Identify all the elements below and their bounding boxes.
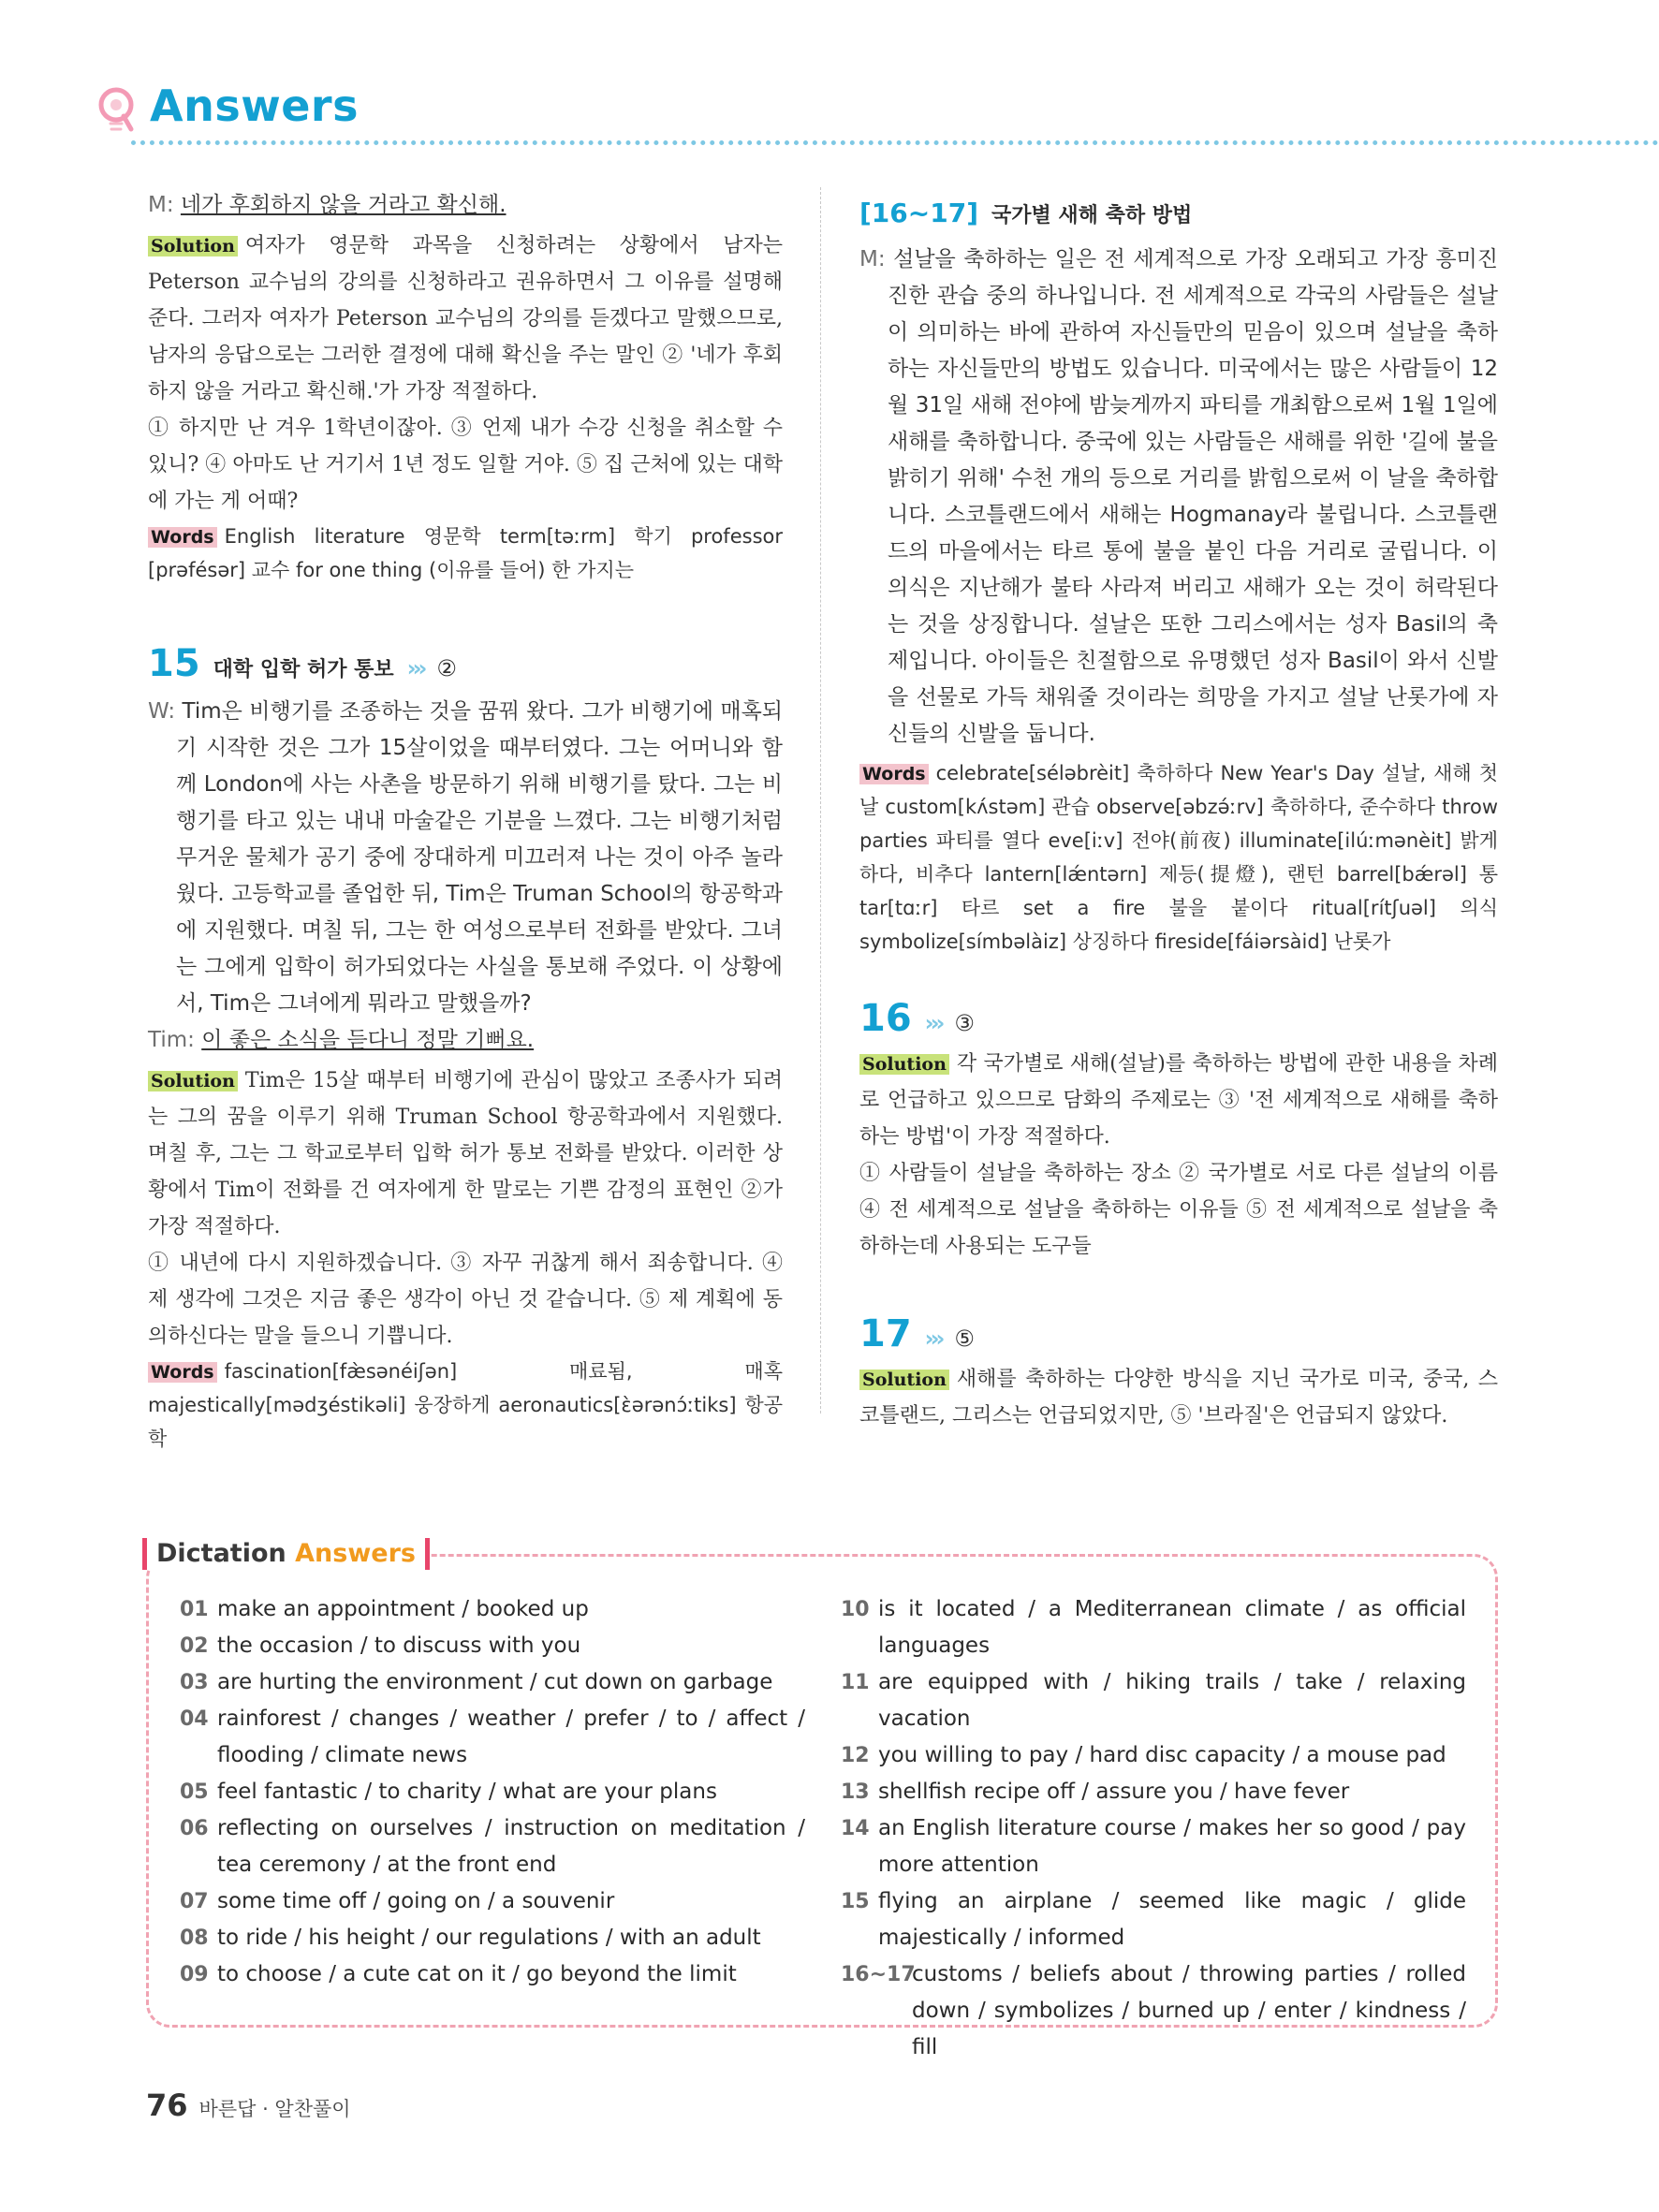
item-text: make an appointment / booked up xyxy=(217,1597,589,1621)
dictation-item xyxy=(841,1956,1466,2066)
item-text: is it located / a Mediterranean climate / as official languages xyxy=(878,1597,1466,1658)
item-text: are equipped with / hiking trails / take / relaxing vacation xyxy=(878,1670,1466,1731)
solution-text: 각 국가별로 새해(설날)를 축하하는 방법에 관한 내용을 차례로 언급하고 있으므로 담화의 주제로는 ③ '전 세계적으로 새해를 축하하는 방법'이 가장 적절하다. xyxy=(859,1052,1498,1149)
item-number: 14 xyxy=(841,1817,870,1840)
lightbulb-icon xyxy=(97,82,144,139)
dictation-label-word1: Dictation xyxy=(156,1539,286,1568)
solution-tag: Solution xyxy=(859,1370,949,1390)
dictation-left-list xyxy=(180,1591,805,1993)
solution-text: 여자가 영문학 과목을 신청하려는 상황에서 남자는 Peterson 교수님의 강의를 신청하라고 권유하면서 그 이유를 설명해 준다. 그러자 여자가 Peterson 교수님의 강의를 듣겠다고 말했으므로, 남자의 응답으로는 그러한 결정에 대해 확신을 주는 말인 ② '네가 후회하지 않을 거라고 확신해.'가 가장 적절하다. xyxy=(148,234,783,403)
item-text: customs / beliefs about / throwing parties / rolled down / symbolizes / burned up / enter / kindness / fill xyxy=(912,1962,1466,2059)
speaker-label: W: xyxy=(148,699,176,724)
question-number: 15 xyxy=(148,642,200,685)
item-number: 13 xyxy=(841,1780,870,1804)
q15-options: ① 내년에 다시 지원하겠습니다. ③ 자꾸 귀찮게 해서 죄송합니다. ④ 제 생각에 그것은 지금 좋은 생각이 아닌 것 같습니다. ⑤ 제 계획에 동의하신다는 말을 들으니 기쁩니다. xyxy=(148,1252,783,1348)
dictation-right-list xyxy=(841,1591,1466,2066)
item-text: flying an airplane / seemed like magic / glide majestically / informed xyxy=(878,1889,1466,1950)
response-text: 네가 후회하지 않을 거라고 확신해. xyxy=(180,193,507,217)
question-range: [16~17] xyxy=(859,198,978,228)
item-text: you willing to pay / hard disc capacity / a mouse pad xyxy=(878,1743,1446,1767)
item-number: 11 xyxy=(841,1671,870,1694)
item-text: are hurting the environment / cut down on garbage xyxy=(217,1670,773,1694)
q1617-script xyxy=(859,242,1498,753)
page-number: 76 xyxy=(146,2087,188,2123)
words-tag: Words xyxy=(148,527,217,548)
q14-options: ① 하지만 난 겨우 1학년이잖아. ③ 언제 내가 수강 신청을 취소할 수 있니? ④ 아마도 난 거기서 1년 정도 일할 거야. ⑤ 집 근처에 있는 대학에 가는 게 어때? xyxy=(148,417,783,513)
item-number: 05 xyxy=(180,1780,209,1804)
page-title: Answers xyxy=(150,81,359,131)
words-text: English literature 영문학 term[təːrm] 학기 professor [prəfésər] 교수 for one thing (이유를 들어) 한 가지는 xyxy=(148,525,783,581)
dictation-item xyxy=(180,1701,805,1774)
item-text: shellfish recipe off / assure you / have fever xyxy=(878,1780,1350,1804)
dictation-item xyxy=(841,1883,1466,1956)
words-text: celebrate[séləbrèit] 축하하다 New Year's Day 설날, 새해 첫날 custom[kʌ́stəm] 관습 observe[əbzə́ːrv] 축하하다, 준수하다 throw parties 파티를 열다 eve[iːv] 전야(前夜) illuminate[ilúːmənèit] 밝게 하다, 비추다 lantern[lǽntərn] 제등(提燈), 랜턴 barrel[bǽrəl] 통 tar[tɑːr] 타르 set a fire 불을 붙이다 ritual[rítʃuəl] 의식 symbolize[símbəlàiz] 상징하다 fireside[fáiərsàid] 난롯가 xyxy=(859,762,1498,953)
page-footer xyxy=(146,2087,351,2123)
item-number: 01 xyxy=(180,1598,209,1621)
dictation-item xyxy=(180,1956,805,1993)
q15-heading xyxy=(148,641,783,688)
dictation-item xyxy=(180,1920,805,1956)
q17-heading xyxy=(859,1311,1498,1357)
q15-tim-line xyxy=(148,1022,783,1059)
dictation-item xyxy=(841,1737,1466,1774)
q15-solution xyxy=(148,1062,783,1245)
question-number: 16 xyxy=(859,997,912,1040)
q16-options: ① 사람들이 설날을 축하하는 장소 ② 국가별로 서로 다른 설날의 이름 ④ 전 세계적으로 설날을 축하하는 이유들 ⑤ 전 세계적으로 설날을 축하하는데 사용되는 도구들 xyxy=(859,1162,1498,1258)
dictation-item xyxy=(180,1664,805,1701)
item-number: 07 xyxy=(180,1890,209,1913)
item-number: 12 xyxy=(841,1744,870,1767)
answer-mark: ② xyxy=(436,655,457,681)
header-rule xyxy=(131,140,1659,145)
dictation-item xyxy=(841,1810,1466,1883)
dictation-label xyxy=(142,1538,430,1570)
book-title: 바른답 · 알찬풀이 xyxy=(198,2098,351,2120)
solution-text: Tim은 15살 때부터 비행기에 관심이 많았고 조종사가 되려는 그의 꿈을 이루기 위해 Truman School 항공학과에서 지원했다. 며칠 후, 그는 그 학교로부터 입학 허가 통보 전화를 받았다. 이러한 상황에서 Tim이 전화를 건 여자에게 한 말로는 기쁜 감정의 표현인 ②가 가장 적절하다. xyxy=(148,1069,783,1238)
dictation-item xyxy=(841,1774,1466,1810)
dictation-item xyxy=(180,1628,805,1664)
dictation-item xyxy=(180,1774,805,1810)
item-number: 04 xyxy=(180,1707,209,1731)
response-text: 이 좋은 소식을 듣다니 정말 기뻐요. xyxy=(201,1028,535,1052)
q15-script xyxy=(148,694,783,1022)
speaker-label: Tim: xyxy=(148,1028,195,1052)
solution-tag: Solution xyxy=(148,1071,238,1091)
arrow-icon: ››› xyxy=(924,1010,942,1036)
item-text: to choose / a cute cat on it / go beyond the limit xyxy=(217,1962,737,1986)
solution-tag: Solution xyxy=(859,1054,949,1075)
words-tag: Words xyxy=(859,764,929,784)
item-number: 09 xyxy=(180,1963,209,1986)
q1617-words xyxy=(859,756,1498,959)
words-text: fascination[fæ̀sənéiʃən] 매료됨, 매혹 majestically[mədʒéstikəli] 웅장하게 aeronautics[ὲərənɔ́ːtiks] 항공학 xyxy=(148,1360,783,1450)
item-number: 16~17 xyxy=(841,1963,916,1986)
q17-solution xyxy=(859,1361,1498,1434)
item-number: 06 xyxy=(180,1817,209,1840)
dictation-label-word2: Answers xyxy=(295,1539,416,1568)
script-text: Tim은 비행기를 조종하는 것을 꿈꿔 왔다. 그가 비행기에 매혹되기 시작한 것은 그가 15살이었을 때부터였다. 그는 어머니와 함께 London에 사는 사촌을 방문하기 위해 비행기를 탔다. 그는 비행기를 타고 있는 내내 마술같은 기분을 느꼈다. 그는 비행기처럼 무거운 물체가 공기 중에 장대하게 미끄러져 나는 것이 아주 놀라웠다. 고등학교를 졸업한 뒤, Tim은 Truman School의 항공학과에 지원했다. 며칠 뒤, 그는 한 여성으로부터 전화를 받았다. 그녀는 그에게 입학이 허가되었다는 사실을 통보해 주었다. 이 상황에서, Tim은 그녀에게 뭐라고 말했을까? xyxy=(176,699,784,1016)
item-text: to ride / his height / our regulations / with an adult xyxy=(217,1926,761,1950)
solution-tag: Solution xyxy=(148,236,238,256)
item-number: 03 xyxy=(180,1671,209,1694)
q1617-heading xyxy=(859,195,1498,234)
question-number: 17 xyxy=(859,1312,912,1355)
dictation-item xyxy=(841,1591,1466,1664)
column-divider xyxy=(820,187,821,1414)
q14-words xyxy=(148,520,783,587)
dictation-item xyxy=(180,1810,805,1883)
right-column xyxy=(859,195,1498,1434)
item-text: reflecting on ourselves / instruction on meditation / tea ceremony / at the front end xyxy=(217,1816,805,1877)
q16-heading xyxy=(859,996,1498,1042)
words-tag: Words xyxy=(148,1362,217,1383)
item-text: the occasion / to discuss with you xyxy=(217,1633,581,1658)
item-text: rainforest / changes / weather / prefer / to / affect / flooding / climate news xyxy=(217,1707,805,1767)
left-column xyxy=(148,187,783,1456)
item-number: 10 xyxy=(841,1598,870,1621)
answer-mark: ⑤ xyxy=(954,1326,975,1352)
arrow-icon: ››› xyxy=(924,1326,942,1352)
script-text: 설날을 축하하는 일은 전 세계적으로 가장 오래되고 가장 흥미진진한 관습 중의 하나입니다. 전 세계적으로 각국의 사람들은 설날이 의미하는 바에 관하여 자신들만의 믿음이 있으며 설날을 축하하는 자신들만의 방법도 있습니다. 미국에서는 많은 사람들이 12월 31일 새해 전야에 밤늦게까지 파티를 개최함으로써 1월 1일에 새해를 축하합니다. 중국에 있는 사람들은 새해를 위한 '길에 불을 밝히기 위해' 수천 개의 등으로 거리를 밝힘으로써 이 날을 축하합니다. 스코틀랜드에서 새해는 Hogmanay라 불립니다. 스코틀랜드의 마을에서는 타르 통에 불을 붙인 다음 거리로 굴립니다. 이 의식은 지난해가 불타 사라져 버리고 새해가 오는 것이 허락된다는 것을 상징합니다. 설날은 또한 그리스에서는 성자 Basil의 축제입니다. 아이들은 친절함으로 유명했던 성자 Basil이 와서 신발을 선물로 가득 채워줄 것이라는 희망을 가지고 설날 난롯가에 자신들의 신발을 둡니다. xyxy=(888,247,1498,746)
item-text: some time off / going on / a souvenir xyxy=(217,1889,615,1913)
dictation-item xyxy=(180,1591,805,1628)
arrow-icon: ››› xyxy=(406,655,424,681)
speaker-label: M: xyxy=(148,193,174,217)
item-number: 08 xyxy=(180,1926,209,1950)
item-number: 15 xyxy=(841,1890,870,1913)
question-title: 대학 입학 허가 통보 xyxy=(213,658,394,681)
q15-words xyxy=(148,1355,783,1456)
dictation-item xyxy=(180,1883,805,1920)
item-number: 02 xyxy=(180,1634,209,1658)
q16-solution xyxy=(859,1046,1498,1155)
speaker-label: M: xyxy=(859,247,886,271)
q14-tail xyxy=(148,187,783,224)
item-text: feel fantastic / to charity / what are your plans xyxy=(217,1780,717,1804)
dictation-item xyxy=(841,1664,1466,1737)
solution-text: 새해를 축하하는 다양한 방식을 지닌 국가로 미국, 중국, 스코틀랜드, 그리스는 언급되었지만, ⑤ '브라질'은 언급되지 않았다. xyxy=(859,1368,1498,1428)
question-title: 국가별 새해 축하 방법 xyxy=(991,204,1193,227)
item-text: an English literature course / makes her so good / pay more attention xyxy=(878,1816,1466,1877)
q14-solution xyxy=(148,227,783,410)
answer-mark: ③ xyxy=(954,1010,975,1036)
